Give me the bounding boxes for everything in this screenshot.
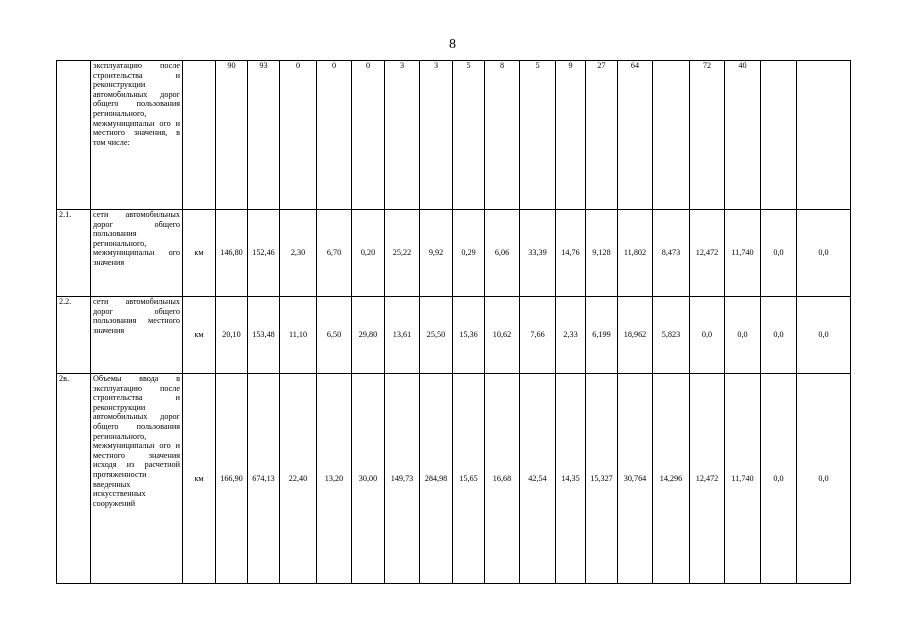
table-cell: 0,0 — [761, 210, 797, 297]
table-cell: 0,0 — [797, 297, 851, 374]
table-cell: 14,35 — [556, 374, 586, 584]
table-cell: 30,764 — [618, 374, 653, 584]
table-cell: 90 — [216, 61, 248, 210]
table-cell: 6,50 — [317, 297, 352, 374]
table-cell: 9,128 — [586, 210, 618, 297]
table-cell: 5 — [453, 61, 485, 210]
table-cell: 11,740 — [725, 374, 761, 584]
table-cell: 0,20 — [352, 210, 385, 297]
table-cell: 0,0 — [725, 297, 761, 374]
table-cell: 72 — [690, 61, 725, 210]
table-cell: 25,22 — [385, 210, 420, 297]
table-cell — [653, 61, 690, 210]
table-cell: 0 — [317, 61, 352, 210]
table-row — [57, 297, 851, 374]
table-cell: 0 — [352, 61, 385, 210]
table-cell: 3 — [385, 61, 420, 210]
table-cell: 149,73 — [385, 374, 420, 584]
table-cell: 166,90 — [216, 374, 248, 584]
row-number — [57, 61, 91, 210]
row-unit: км — [183, 297, 216, 374]
table-cell: 8,473 — [653, 210, 690, 297]
table-cell: 11,802 — [618, 210, 653, 297]
table-cell: 0,29 — [453, 210, 485, 297]
table-row — [57, 61, 851, 210]
table-cell — [797, 61, 851, 210]
table-cell: 15,65 — [453, 374, 485, 584]
row-unit: км — [183, 374, 216, 584]
row-name: Объемы ввода в эксплуатацию после строительства и реконструкции автомобильных дорог общего пользования регионального, межмуниципальн ого и местного значения исходя из расчетной протяженности введенных искусственных сооружений — [91, 374, 183, 584]
table-cell: 6,70 — [317, 210, 352, 297]
row-unit — [183, 61, 216, 210]
table-cell: 146,80 — [216, 210, 248, 297]
table-row — [57, 374, 851, 584]
table-cell: 152,46 — [248, 210, 280, 297]
row-number: 2.2. — [57, 297, 91, 374]
table-cell: 674,13 — [248, 374, 280, 584]
table-cell: 93 — [248, 61, 280, 210]
table-cell: 0 — [280, 61, 317, 210]
table-cell: 15,36 — [453, 297, 485, 374]
data-table — [56, 60, 851, 584]
table-cell: 3 — [420, 61, 453, 210]
table-cell: 25,50 — [420, 297, 453, 374]
row-number: 2.1. — [57, 210, 91, 297]
table-cell: 10,62 — [485, 297, 520, 374]
table-cell: 2,33 — [556, 297, 586, 374]
table-cell: 0,0 — [761, 297, 797, 374]
table-cell: 27 — [586, 61, 618, 210]
table-cell: 20,10 — [216, 297, 248, 374]
table-cell: 29,80 — [352, 297, 385, 374]
table-cell: 0,0 — [797, 210, 851, 297]
row-name: эксплуатацию после строительства и реконструкции автомобильных дорог общего пользования регионального, межмуниципальн ого и местного значения, в том числе: — [91, 61, 183, 210]
table-cell: 14,296 — [653, 374, 690, 584]
table-cell: 13,61 — [385, 297, 420, 374]
table-cell: 14,76 — [556, 210, 586, 297]
table-cell: 0,0 — [761, 374, 797, 584]
table-cell: 64 — [618, 61, 653, 210]
table-cell: 12,472 — [690, 210, 725, 297]
table-cell: 18,962 — [618, 297, 653, 374]
row-name: сети автомобильных дорог общего пользования местного значения — [91, 297, 183, 374]
table-cell: 11,740 — [725, 210, 761, 297]
table-cell: 16,68 — [485, 374, 520, 584]
table-cell: 0,0 — [690, 297, 725, 374]
table-cell: 22,40 — [280, 374, 317, 584]
table-cell: 284,98 — [420, 374, 453, 584]
table-cell: 9,92 — [420, 210, 453, 297]
table-cell: 153,48 — [248, 297, 280, 374]
row-name: сети автомобильных дорог общего пользования регионального, межмуниципальн ого значения — [91, 210, 183, 297]
table-cell: 9 — [556, 61, 586, 210]
table-cell: 42,54 — [520, 374, 556, 584]
table-cell: 5 — [520, 61, 556, 210]
table-cell: 15,327 — [586, 374, 618, 584]
table-cell: 11,10 — [280, 297, 317, 374]
table-cell: 6,199 — [586, 297, 618, 374]
table-row — [57, 210, 851, 297]
page-number: 8 — [449, 37, 456, 52]
table-cell: 40 — [725, 61, 761, 210]
table-cell: 2,30 — [280, 210, 317, 297]
table-cell: 6,06 — [485, 210, 520, 297]
table-cell: 13,20 — [317, 374, 352, 584]
table-cell: 7,66 — [520, 297, 556, 374]
table-cell: 30,00 — [352, 374, 385, 584]
table-cell: 5,823 — [653, 297, 690, 374]
table-cell: 33,39 — [520, 210, 556, 297]
table-cell: 0,0 — [797, 374, 851, 584]
table-cell — [761, 61, 797, 210]
row-unit: км — [183, 210, 216, 297]
table-cell: 12,472 — [690, 374, 725, 584]
table-cell: 8 — [485, 61, 520, 210]
row-number: 2в. — [57, 374, 91, 584]
